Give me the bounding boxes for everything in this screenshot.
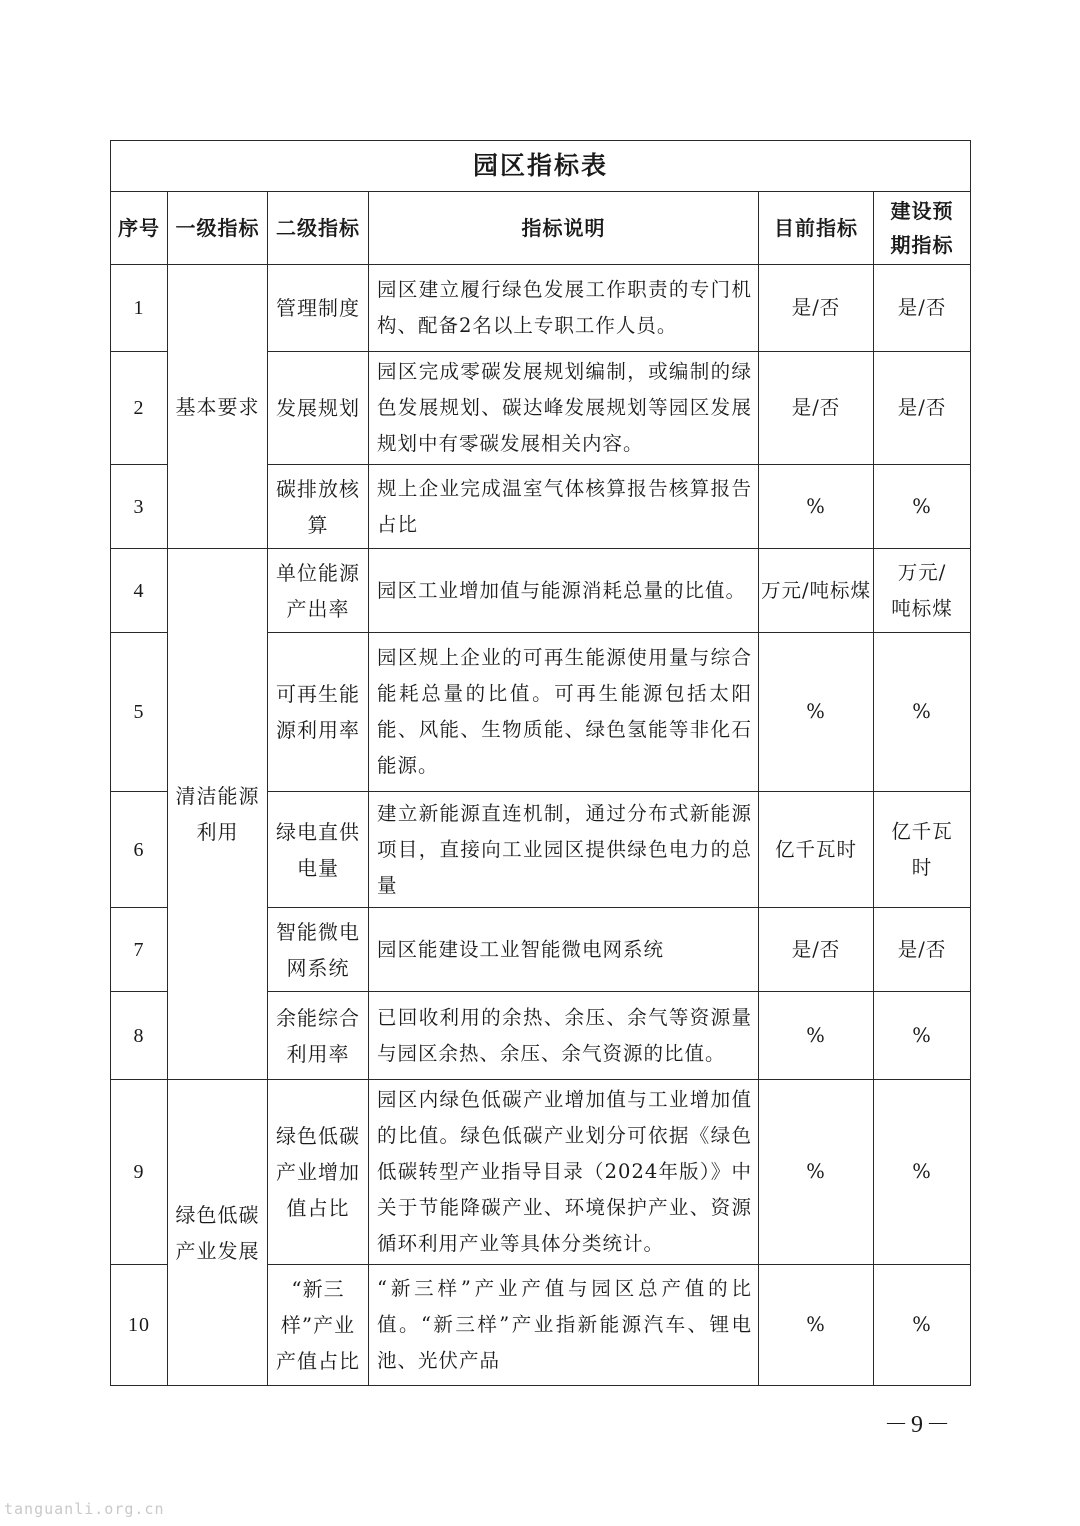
row-level2: 智能微电网系统 <box>268 908 369 992</box>
header-seq: 序号 <box>111 192 168 265</box>
row-level2: 发展规划 <box>268 352 369 465</box>
row-target: 是/否 <box>874 908 971 992</box>
header-level2: 二级指标 <box>268 192 369 265</box>
page-number: －9－ <box>884 1412 953 1438</box>
row-target: % <box>874 1080 971 1265</box>
row-seq: 8 <box>111 992 168 1080</box>
row-desc: 已回收利用的余热、余压、余气等资源量与园区余热、余压、余气资源的比值。 <box>369 992 759 1080</box>
row-seq: 4 <box>111 549 168 633</box>
header-current: 目前指标 <box>759 192 874 265</box>
row-current: 亿千瓦时 <box>759 792 874 908</box>
header-level1: 一级指标 <box>168 192 268 265</box>
row-level2: 单位能源产出率 <box>268 549 369 633</box>
row-current: % <box>759 1265 874 1386</box>
row-target: 亿千瓦时 <box>874 792 971 908</box>
indicator-table <box>110 140 971 1386</box>
row-current: % <box>759 633 874 792</box>
row-target: % <box>874 633 971 792</box>
row-seq: 7 <box>111 908 168 992</box>
table-title-row <box>111 141 971 192</box>
group-clean-energy: 清洁能源利用 <box>168 549 268 1080</box>
row-target: % <box>874 992 971 1080</box>
row-level2: 管理制度 <box>268 265 369 352</box>
row-seq: 3 <box>111 465 168 549</box>
table-row <box>111 265 971 352</box>
row-seq: 2 <box>111 352 168 465</box>
table-row <box>111 1080 971 1265</box>
row-target: 万元/吨标煤 <box>874 549 971 633</box>
row-target: % <box>874 1265 971 1386</box>
row-level2: 可再生能源利用率 <box>268 633 369 792</box>
header-desc: 指标说明 <box>369 192 759 265</box>
row-seq: 6 <box>111 792 168 908</box>
row-current: % <box>759 465 874 549</box>
row-desc: 园区内绿色低碳产业增加值与工业增加值的比值。绿色低碳产业划分可依据《绿色低碳转型产业指导目录（2024年版）》中关于节能降碳产业、环境保护产业、资源循环利用产业等具体分类统计。 <box>369 1080 759 1265</box>
row-level2: “新三样”产业产值占比 <box>268 1265 369 1386</box>
group-basic-requirements: 基本要求 <box>168 265 268 549</box>
row-seq: 5 <box>111 633 168 792</box>
group-green-industry: 绿色低碳产业发展 <box>168 1080 268 1386</box>
header-target: 建设预期指标 <box>874 192 971 265</box>
row-seq: 1 <box>111 265 168 352</box>
row-level2: 绿电直供电量 <box>268 792 369 908</box>
row-current: % <box>759 1080 874 1265</box>
row-current: 是/否 <box>759 908 874 992</box>
row-target: 是/否 <box>874 265 971 352</box>
row-current: 是/否 <box>759 352 874 465</box>
row-target: 是/否 <box>874 352 971 465</box>
row-current: 是/否 <box>759 265 874 352</box>
table-header-row <box>111 192 971 265</box>
row-desc: 建立新能源直连机制，通过分布式新能源项目，直接向工业园区提供绿色电力的总量 <box>369 792 759 908</box>
row-target: % <box>874 465 971 549</box>
row-current: % <box>759 992 874 1080</box>
row-level2: 余能综合利用率 <box>268 992 369 1080</box>
row-desc: 园区能建设工业智能微电网系统 <box>369 908 759 992</box>
row-desc: 规上企业完成温室气体核算报告核算报告占比 <box>369 465 759 549</box>
row-current: 万元/吨标煤 <box>759 549 874 633</box>
watermark-text: tanguanli.org.cn <box>4 1500 165 1518</box>
table-title: 园区指标表 <box>111 141 971 192</box>
row-desc: 园区完成零碳发展规划编制，或编制的绿色发展规划、碳达峰发展规划等园区发展规划中有零碳发展相关内容。 <box>369 352 759 465</box>
row-desc: “新三样”产业产值与园区总产值的比值。“新三样”产业指新能源汽车、锂电池、光伏产品 <box>369 1265 759 1386</box>
row-desc: 园区建立履行绿色发展工作职责的专门机构、配备2名以上专职工作人员。 <box>369 265 759 352</box>
row-level2: 绿色低碳产业增加值占比 <box>268 1080 369 1265</box>
row-level2: 碳排放核算 <box>268 465 369 549</box>
row-seq: 9 <box>111 1080 168 1265</box>
table-row <box>111 549 971 633</box>
row-desc: 园区工业增加值与能源消耗总量的比值。 <box>369 549 759 633</box>
row-seq: 10 <box>111 1265 168 1386</box>
row-desc: 园区规上企业的可再生能源使用量与综合能耗总量的比值。可再生能源包括太阳能、风能、生物质能、绿色氢能等非化石能源。 <box>369 633 759 792</box>
